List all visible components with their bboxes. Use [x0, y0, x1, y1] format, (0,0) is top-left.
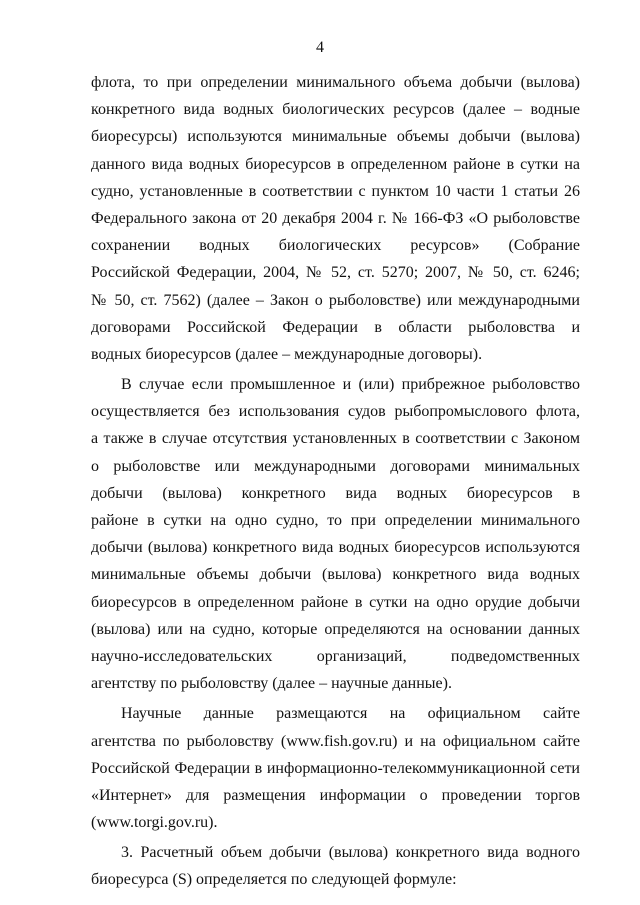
text-line: а также в случае отсутствия установленных в соответствии с Законом: [91, 430, 580, 448]
text-line: (www.torgi.gov.ru).: [91, 814, 218, 832]
text-line: «Интернет» для размещения информации о проведении торгов: [91, 786, 580, 804]
paragraph-fleet-continuation: [91, 69, 580, 368]
text-line: районе в сутки на одно судно, то при определении минимального: [91, 512, 580, 529]
paragraph-calculated-volume: [91, 839, 580, 893]
text-line: биоресурсов в определенном районе в сутки на одно орудие добычи: [91, 593, 580, 611]
text-line: (вылова) или на судно, которые определяются на основании данных: [91, 620, 580, 638]
text-line: конкретного вида водных биологических ресурсов (далее – водные: [91, 101, 580, 119]
text-line: Федерального закона от 20 декабря 2004 г. № 166-ФЗ «О рыболовстве: [91, 209, 580, 227]
text-line: водных биоресурсов (далее – международные договоры).: [91, 345, 483, 363]
text-line: судно, установленные в соответствии с пунктом 10 части 1 статьи 26: [91, 182, 580, 200]
text-line: договорами Российской Федерации в области рыболовства и: [91, 318, 580, 336]
text-line: данного вида водных биоресурсов в определенном районе в сутки на: [91, 155, 580, 173]
text-line: осуществляется без использования судов рыбопромыслового флота,: [91, 403, 580, 421]
text-line: биоресурсы) используются минимальные объемы добычи (вылова): [91, 128, 580, 146]
text-line: о рыболовстве или международными договорами минимальных: [91, 457, 580, 475]
text-line: добычи (вылова) конкретного вида водных биоресурсов в: [91, 484, 580, 502]
text-line: научно-исследовательских организаций, подведомственных: [91, 647, 580, 665]
text-line: агентства по рыболовству (www.fish.gov.ru) и на официальном сайте: [91, 732, 580, 750]
text-line: добычи (вылова) конкретного вида водных биоресурсов используются: [91, 539, 580, 557]
text-line: сохранении водных биологических ресурсов» (Собрание: [91, 237, 580, 255]
paragraph-scientific-data: [91, 700, 580, 836]
text-line: минимальные объемы добычи (вылова) конкретного вида водных: [91, 566, 580, 584]
page-number: 4: [316, 39, 324, 56]
text-line: флота, то при определении минимального объема добычи (вылова): [91, 74, 580, 91]
text-line: В случае если промышленное и (или) прибрежное рыболовство: [121, 376, 580, 394]
text-line: биоресурса (S) определяется по следующей формуле:: [91, 871, 457, 889]
text-line: Российской Федерации, 2004, № 52, ст. 5270; 2007, № 50, ст. 6246;: [91, 264, 580, 282]
text-line: Научные данные размещаются на официальном сайте: [121, 705, 580, 723]
text-line: Российской Федерации в информационно-телекоммуникационной сети: [91, 759, 580, 777]
text-line: 3. Расчетный объем добычи (вылова) конкретного вида водного: [121, 844, 580, 862]
document-body: [91, 69, 580, 894]
text-line: агентству по рыболовству (далее – научные данные).: [91, 675, 452, 693]
text-line: № 50, ст. 7562) (далее – Закон о рыболовстве) или международными: [91, 291, 580, 309]
paragraph-coastal-fishing: [91, 371, 580, 697]
